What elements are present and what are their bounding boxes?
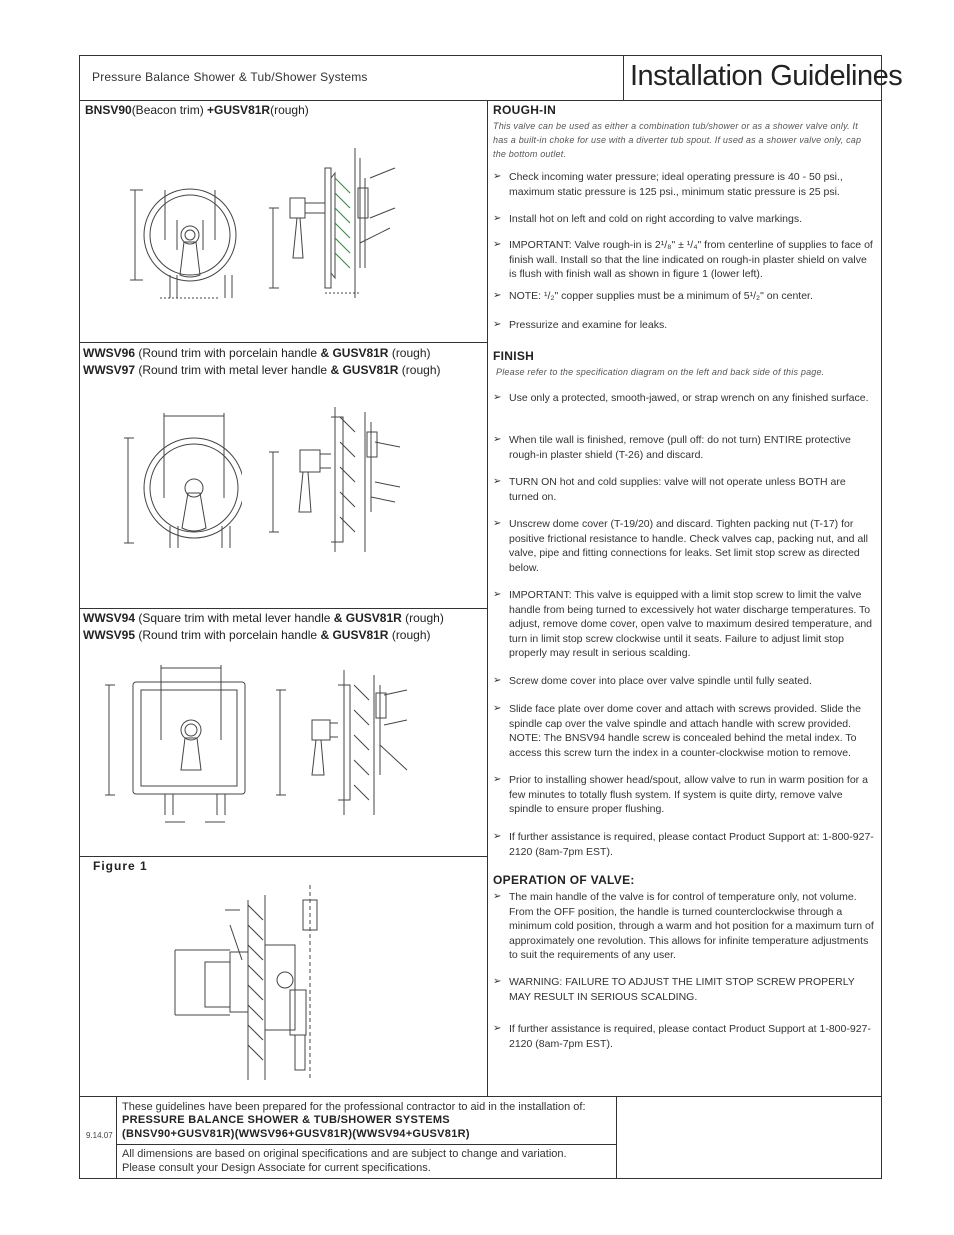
list-item: ➢ WARNING: FAILURE TO ADJUST THE LIMIT STOP SCREW PROPERLY MAY RESULT IN SERIOUS SCALDING.	[493, 976, 855, 1003]
bnsv90-front-diagram	[125, 180, 240, 310]
footer-row-divider	[116, 1144, 616, 1145]
list-item: ➢ Install hot on left and cold on right according to valve markings.	[493, 213, 802, 225]
panel-divider-3	[79, 856, 487, 857]
wwsv94-side-diagram	[272, 665, 412, 820]
footer-disclaimer-2: Please consult your Design Associate for current specifications.	[122, 1162, 431, 1174]
wwsv96-front-diagram	[122, 408, 242, 553]
model-trim: (Square trim with metal lever handle	[135, 611, 334, 625]
bullet-arrow-icon: ➢	[493, 213, 502, 224]
model-rough-code: & GUSV81R	[333, 611, 402, 625]
bullet-arrow-icon: ➢	[493, 675, 502, 686]
model-rough-code: +GUSV81R	[207, 103, 271, 117]
figure-label: Figure 1	[93, 859, 148, 873]
footer-disclaimer-1: All dimensions are based on original specifications and are subject to change and variation.	[122, 1148, 567, 1160]
footer-product-line-2: (BNSV90+GUSV81R)(WWSV96+GUSV81R)(WWSV94+GUSV81R)	[122, 1128, 470, 1140]
list-item: ➢ IMPORTANT: Valve rough-in is 2¹/₈" ± ¹/₄" from centerline of supplies to face of finish wall. Install so that the line indicated on rough-in plaster shield on valve is flush with finish wall as shown in figure 1 (lower left).	[493, 239, 873, 281]
model-rough-code: & GUSV81R	[320, 628, 389, 642]
model-label-wwsv94	[83, 611, 444, 625]
header-split	[623, 55, 624, 100]
footer-divider	[79, 1096, 882, 1097]
operation-title: OPERATION OF VALVE:	[493, 873, 635, 887]
bnsv90-side-diagram	[265, 148, 400, 298]
bullet-arrow-icon: ➢	[493, 290, 502, 301]
wwsv96-side-diagram	[265, 402, 405, 557]
list-item: ➢ Screw dome cover into place over valve spindle until fully seated.	[493, 675, 812, 687]
model-code: BNSV90	[85, 103, 132, 117]
model-code: WWSV94	[83, 611, 136, 625]
list-item: ➢ When tile wall is finished, remove (pull off: do not turn) ENTIRE protective rough-in plaster shield (T-26) and discard.	[493, 434, 851, 461]
bullet-arrow-icon: ➢	[493, 239, 502, 250]
list-item: ➢ TURN ON hot and cold supplies: valve will not operate unless BOTH are turned on.	[493, 476, 846, 503]
list-item: ➢ Check incoming water pressure; ideal operating pressure is 40 - 50 psi., maximum static pressure is 125 psi., minimum static pressure is 25 psi.	[493, 171, 843, 198]
list-item: ➢ Pressurize and examine for leaks.	[493, 319, 668, 331]
rough-in-title: ROUGH-IN	[493, 103, 557, 117]
model-rough-code: & GUSV81R	[320, 346, 389, 360]
model-label-wwsv97	[83, 363, 441, 377]
column-divider	[487, 100, 488, 1096]
panel-divider-2	[79, 608, 487, 609]
list-item: ➢ Slide face plate over dome cover and attach with screws provided. Slide the spindle cap over the valve spindle and attach handle with screw provided. NOTE: The BNSV94 handle screw is concealed behind the metal index. To access this screw turn the index in a counter-clockwise motion to remove.	[493, 703, 861, 759]
model-rough: (rough)	[401, 611, 444, 625]
finish-note: Please refer to the specification diagram on the left and back side of this page.	[496, 367, 825, 377]
bullet-arrow-icon: ➢	[493, 434, 502, 445]
bullet-arrow-icon: ➢	[493, 319, 502, 330]
finish-title: FINISH	[493, 349, 535, 363]
list-item: ➢ NOTE: ¹/₂" copper supplies must be a minimum of 5¹/₂" on center.	[493, 290, 813, 302]
model-trim: (Round trim with metal lever handle	[135, 363, 331, 377]
model-label-bnsv90	[85, 103, 309, 117]
bullet-arrow-icon: ➢	[493, 1023, 502, 1034]
bullet-arrow-icon: ➢	[493, 703, 502, 714]
model-label-wwsv96	[83, 346, 431, 360]
bullet-arrow-icon: ➢	[493, 518, 502, 529]
list-item: ➢ Prior to installing shower head/spout, allow valve to run in warm position for a few minutes to totally flush system. If system is quite dirty, remove valve spindle to ensure proper flushing.	[493, 774, 868, 816]
model-rough: (rough)	[270, 103, 309, 117]
header-divider	[79, 100, 882, 101]
model-code: WWSV95	[83, 628, 136, 642]
footer-split-right	[616, 1096, 617, 1179]
document-title: Installation Guidelines	[630, 60, 903, 92]
model-label-wwsv95	[83, 628, 431, 642]
list-item: ➢ Unscrew dome cover (T-19/20) and discard. Tighten packing nut (T-17) for positive frictional resistance to handle. Check valves cap, packing nut, and all valve, pipe and fitting connections for leaks. Set limit stop screw as directed below.	[493, 518, 868, 574]
model-rough: (rough)	[388, 346, 431, 360]
wwsv94-front-diagram	[105, 660, 250, 830]
list-item: ➢ If further assistance is required, please contact Product Support at: 1-800-927-2120 (8am-7pm EST).	[493, 831, 874, 858]
bullet-arrow-icon: ➢	[493, 831, 502, 842]
model-rough: (rough)	[398, 363, 441, 377]
model-rough: (rough)	[388, 628, 431, 642]
model-code: WWSV96	[83, 346, 136, 360]
panel-divider-1	[79, 342, 487, 343]
bullet-arrow-icon: ➢	[493, 976, 502, 987]
footer-intro: These guidelines have been prepared for the professional contractor to aid in the installation of:	[122, 1101, 586, 1113]
bullet-arrow-icon: ➢	[493, 589, 502, 600]
model-trim: (Beacon trim)	[131, 103, 208, 117]
model-trim: (Round trim with porcelain handle	[135, 346, 321, 360]
list-item: ➢ Use only a protected, smooth-jawed, or strap wrench on any finished surface.	[493, 392, 869, 404]
document-subtitle: Pressure Balance Shower & Tub/Shower Systems	[92, 70, 368, 84]
bullet-arrow-icon: ➢	[493, 392, 502, 403]
bullet-arrow-icon: ➢	[493, 774, 502, 785]
model-trim: (Round trim with porcelain handle	[135, 628, 321, 642]
list-item: ➢ The main handle of the valve is for control of temperature only, not volume. From the OFF position, the handle is turned counterclockwise through a minimum cold position, through a warm and hot position for a maximum turn of approximately one revolution. This allows for infinite temperature adjustments to suit the requirements of any user.	[493, 891, 874, 962]
bullet-arrow-icon: ➢	[493, 891, 502, 902]
list-item: ➢ IMPORTANT: This valve is equipped with a limit stop screw to limit the valve handle from being turned to excessively hot water discharge temperatures. To adjust, remove dome cover, open valve to maximum desired temperature, and turn in limit stop screw clockwise until it seats. Failure to adjust limit stop properly may result in serious scalding.	[493, 589, 873, 660]
footer-product-line-1: PRESSURE BALANCE SHOWER & TUB/SHOWER SYSTEMS	[122, 1114, 450, 1126]
figure1-section-diagram	[170, 880, 340, 1085]
revision-date: 9.14.07	[86, 1131, 113, 1140]
model-code: WWSV97	[83, 363, 136, 377]
model-rough-code: & GUSV81R	[330, 363, 399, 377]
bullet-arrow-icon: ➢	[493, 476, 502, 487]
list-item: ➢ If further assistance is required, please contact Product Support at 1-800-927-2120 (8am-7pm EST).	[493, 1023, 871, 1050]
footer-split-left	[116, 1096, 117, 1179]
bullet-arrow-icon: ➢	[493, 171, 502, 182]
rough-in-note: This valve can be used as either a combination tub/shower or as a shower valve only. It has a built-in choke for use with a diverter tub spout. If used as a shower valve only, cap the bottom outlet.	[493, 121, 862, 159]
